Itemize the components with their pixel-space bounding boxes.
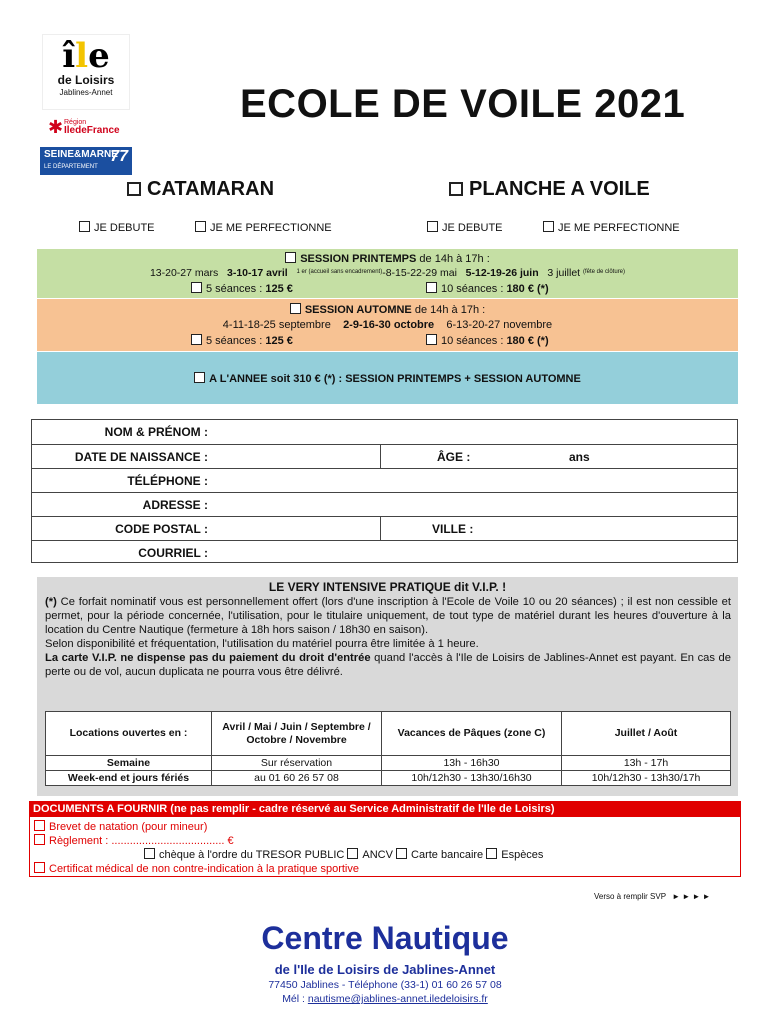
- table-cell: Semaine: [46, 756, 212, 771]
- printemps-10-price: 180 € (*): [506, 283, 549, 295]
- region-logo: [48, 117, 132, 141]
- pav-debute-checkbox[interactable]: [427, 221, 438, 232]
- row-nom[interactable]: [32, 420, 737, 444]
- divider: [380, 445, 381, 469]
- seine-marne-logo: [40, 147, 132, 175]
- naissance-label: DATE DE NAISSANCE :: [74, 450, 208, 464]
- option-catamaran[interactable]: [127, 178, 274, 201]
- automne-date-3: 6-13-20-27 novembre: [446, 319, 553, 331]
- table-cell: Sur réservation: [212, 756, 382, 771]
- option-planche[interactable]: [449, 178, 650, 201]
- ancv-checkbox[interactable]: [347, 848, 358, 859]
- printemps-10-checkbox[interactable]: [426, 282, 437, 293]
- especes-label: Espèces: [501, 849, 544, 861]
- sm-number: 77: [110, 148, 128, 165]
- adresse-label: ADRESSE :: [142, 498, 208, 512]
- mail-link[interactable]: nautisme@jablines-annet.iledeloisirs.fr: [307, 993, 488, 1005]
- table-header: Vacances de Pâques (zone C): [382, 712, 562, 756]
- row-courriel[interactable]: [32, 540, 737, 564]
- verso-text: Verso à remplir SVP: [594, 892, 666, 901]
- region-line-1: Région: [64, 119, 87, 126]
- page-title: ECOLE DE VOILE 2021: [240, 82, 686, 126]
- printemps-dates: [37, 267, 738, 279]
- vip-star: (*): [45, 596, 57, 608]
- automne-10-text: 10 séances :: [441, 335, 504, 347]
- mail-label: Mél :: [282, 993, 305, 1005]
- table-cell: au 01 60 26 57 08: [212, 771, 382, 786]
- table-row: [46, 771, 731, 786]
- doc-brevet[interactable]: [34, 820, 207, 833]
- printemps-header[interactable]: [37, 252, 738, 265]
- cat-perf-checkbox[interactable]: [195, 221, 206, 232]
- ile-mark-icon: île: [62, 36, 110, 76]
- cat-perf-label: JE ME PERFECTIONNE: [210, 222, 332, 234]
- planche-checkbox[interactable]: [449, 182, 463, 196]
- certificat-checkbox[interactable]: [34, 862, 45, 873]
- vip-p2: Selon disponibilité et fréquentation, l'utilisation du matériel pourra être limitée à 1 heure.: [45, 638, 479, 650]
- payment-especes[interactable]: [486, 849, 543, 861]
- divider: [380, 517, 381, 541]
- locations-table: [45, 711, 731, 786]
- pav-je-perfectionne[interactable]: [543, 221, 680, 234]
- doc-reglement[interactable]: [34, 834, 234, 847]
- vip-p3-bold: La carte V.I.P. ne dispense pas du paiement du droit d'entrée: [45, 652, 371, 664]
- cheque-label: chèque à l'ordre du TRESOR PUBLIC: [159, 849, 345, 861]
- automne-10-checkbox[interactable]: [426, 334, 437, 345]
- vip-text: [45, 595, 731, 679]
- telephone-label: TÉLÉPHONE :: [127, 474, 208, 488]
- planche-label: PLANCHE A VOILE: [469, 178, 650, 200]
- printemps-label: SESSION PRINTEMPS: [300, 253, 417, 265]
- cheque-checkbox[interactable]: [144, 848, 155, 859]
- automne-10-price: 180 € (*): [506, 335, 549, 347]
- printemps-date-6: 3 juillet: [547, 267, 581, 279]
- verso-note: [594, 892, 710, 901]
- payment-carte[interactable]: [396, 849, 483, 861]
- table-cell: 10h/12h30 - 13h30/16h30: [382, 771, 562, 786]
- pav-je-debute[interactable]: [427, 221, 503, 234]
- ile-de-loisirs-logo: [42, 34, 130, 110]
- table-cell: Week-end et jours fériés: [46, 771, 212, 786]
- catamaran-label: CATAMARAN: [147, 178, 275, 200]
- automne-date-1: 4-11-18-25 septembre: [222, 319, 331, 331]
- cat-debute-label: JE DEBUTE: [94, 222, 155, 234]
- logo-line-1: de Loisirs: [57, 73, 115, 87]
- row-telephone[interactable]: [32, 468, 737, 492]
- vip-p1: Ce forfait nominatif vous est personnellement offert (lors d'une inscription à l'Ecole de Voile 10 ou 20 séances) ; il est non cessible et permet, pour la période concernée, l'utilisation, pour le titulaire uniquement, de tout type de matériel durant les heures d'ouverture à la location du Centre Nautique (fermeture à 18h hors saison / 18h30 en saison).: [45, 596, 732, 636]
- printemps-hours: de 14h à 17h :: [419, 253, 490, 265]
- automne-5-text: 5 séances :: [206, 335, 263, 347]
- table-cell: 13h - 17h: [562, 756, 731, 771]
- automne-dates: [37, 319, 738, 331]
- table-cell: 10h/12h30 - 13h30/17h: [562, 771, 731, 786]
- table-header: Juillet / Août: [562, 712, 731, 756]
- ans-label: ans: [569, 450, 590, 464]
- session-automne-band: [37, 299, 738, 351]
- brevet-checkbox[interactable]: [34, 820, 45, 831]
- documents-header: DOCUMENTS A FOURNIR (ne pas remplir - cadre réservé au Service Administratif de l'Ile de Loisirs): [30, 802, 740, 817]
- footer-title: Centre Nautique: [261, 920, 509, 956]
- row-adresse[interactable]: [32, 492, 737, 516]
- certificat-label: Certificat médical de non contre-indication à la pratique sportive: [49, 863, 359, 875]
- annee-label: A L'ANNEE soit 310 € (*) : SESSION PRINTEMPS + SESSION AUTOMNE: [209, 373, 581, 385]
- payment-options: [144, 848, 543, 861]
- pav-perf-checkbox[interactable]: [543, 221, 554, 232]
- automne-checkbox[interactable]: [290, 303, 301, 314]
- annee-checkbox[interactable]: [194, 372, 205, 383]
- region-star-icon: ✱: [48, 117, 64, 137]
- printemps-date-1: 13-20-27 mars: [149, 267, 219, 279]
- payment-cheque[interactable]: [144, 849, 344, 861]
- printemps-5-seances[interactable]: [191, 282, 293, 295]
- personal-info-form: [31, 419, 738, 563]
- automne-10-seances[interactable]: [426, 334, 549, 347]
- printemps-date-4: -8-15-22-29 mai: [382, 267, 457, 279]
- reglement-label: Règlement : ..................................... €: [49, 835, 234, 847]
- arrow-right-icon: ► ► ► ►: [672, 892, 711, 901]
- table-cell: 13h - 16h30: [382, 756, 562, 771]
- catamaran-checkbox[interactable]: [127, 182, 141, 196]
- sm-line-1: SEINE&MARNE: [44, 149, 118, 160]
- courriel-label: COURRIEL :: [138, 546, 208, 560]
- footer-subtitle: de l'Ile de Loisirs de Jablines-Annet: [274, 962, 496, 977]
- table-header: Avril / Mai / Juin / Septembre / Octobre / Novembre: [212, 712, 382, 756]
- pav-debute-label: JE DEBUTE: [442, 222, 503, 234]
- cat-debute-checkbox[interactable]: [79, 221, 90, 232]
- vip-p3: quand l'accès à l'Ile de Loisirs de Jablines-Annet est payant. En cas de perte ou de vol, aucun duplicata ne pourra vous être délivré.: [45, 652, 731, 678]
- brevet-label: Brevet de natation (pour mineur): [49, 821, 208, 833]
- printemps-date-2: 3-10-17 avril: [227, 267, 288, 279]
- printemps-5-price: 125 €: [265, 283, 293, 295]
- cat-je-debute[interactable]: [79, 221, 155, 234]
- ville-label: VILLE :: [432, 522, 474, 536]
- doc-certificat[interactable]: [34, 862, 359, 875]
- printemps-date-3-note: 1 er (accueil sans encadrement): [296, 269, 383, 275]
- pav-perf-label: JE ME PERFECTIONNE: [558, 222, 680, 234]
- vip-section: [37, 577, 738, 796]
- logo-line-2: Jablines-Annet: [59, 88, 113, 97]
- reglement-checkbox[interactable]: [34, 834, 45, 845]
- table-header: Locations ouvertes en :: [46, 712, 212, 756]
- automne-5-checkbox[interactable]: [191, 334, 202, 345]
- annee-option[interactable]: [37, 372, 738, 385]
- automne-hours: de 14h à 17h :: [414, 304, 486, 316]
- nom-label: NOM & PRÉNOM :: [104, 425, 208, 439]
- printemps-date-5: 5-12-19-26 juin: [465, 267, 539, 279]
- code-postal-label: CODE POSTAL :: [115, 522, 208, 536]
- row-code-postal[interactable]: [32, 516, 737, 540]
- automne-5-seances[interactable]: [191, 334, 293, 347]
- automne-5-price: 125 €: [265, 335, 293, 347]
- printemps-10-text: 10 séances :: [441, 283, 504, 295]
- vip-title: LE VERY INTENSIVE PRATIQUE dit V.I.P. !: [268, 580, 507, 594]
- payment-ancv[interactable]: [347, 849, 393, 861]
- age-label: ÂGE :: [437, 450, 471, 464]
- session-printemps-band: [37, 249, 738, 298]
- cat-je-perfectionne[interactable]: [195, 221, 332, 234]
- row-naissance[interactable]: [32, 444, 737, 468]
- automne-date-2: 2-9-16-30 octobre: [343, 319, 435, 331]
- automne-label: SESSION AUTOMNE: [304, 304, 412, 316]
- footer-mail: [0, 993, 770, 1005]
- documents-box: [29, 801, 741, 877]
- printemps-5-checkbox[interactable]: [191, 282, 202, 293]
- especes-checkbox[interactable]: [486, 848, 497, 859]
- automne-header[interactable]: [37, 303, 738, 316]
- footer-address: 77450 Jablines - Téléphone (33-1) 01 60 26 57 08: [268, 979, 502, 991]
- printemps-checkbox[interactable]: [285, 252, 296, 263]
- sm-line-2: LE DÉPARTEMENT: [44, 164, 98, 170]
- carte-checkbox[interactable]: [396, 848, 407, 859]
- printemps-date-6-note: (fête de clôture): [583, 269, 626, 275]
- ancv-label: ANCV: [362, 849, 393, 861]
- printemps-5-text: 5 séances :: [206, 283, 263, 295]
- table-row: [46, 756, 731, 771]
- carte-label: Carte bancaire: [411, 849, 484, 861]
- session-annee-band: [37, 352, 738, 404]
- printemps-10-seances[interactable]: [426, 282, 549, 295]
- region-line-2: IledeFrance: [64, 125, 120, 136]
